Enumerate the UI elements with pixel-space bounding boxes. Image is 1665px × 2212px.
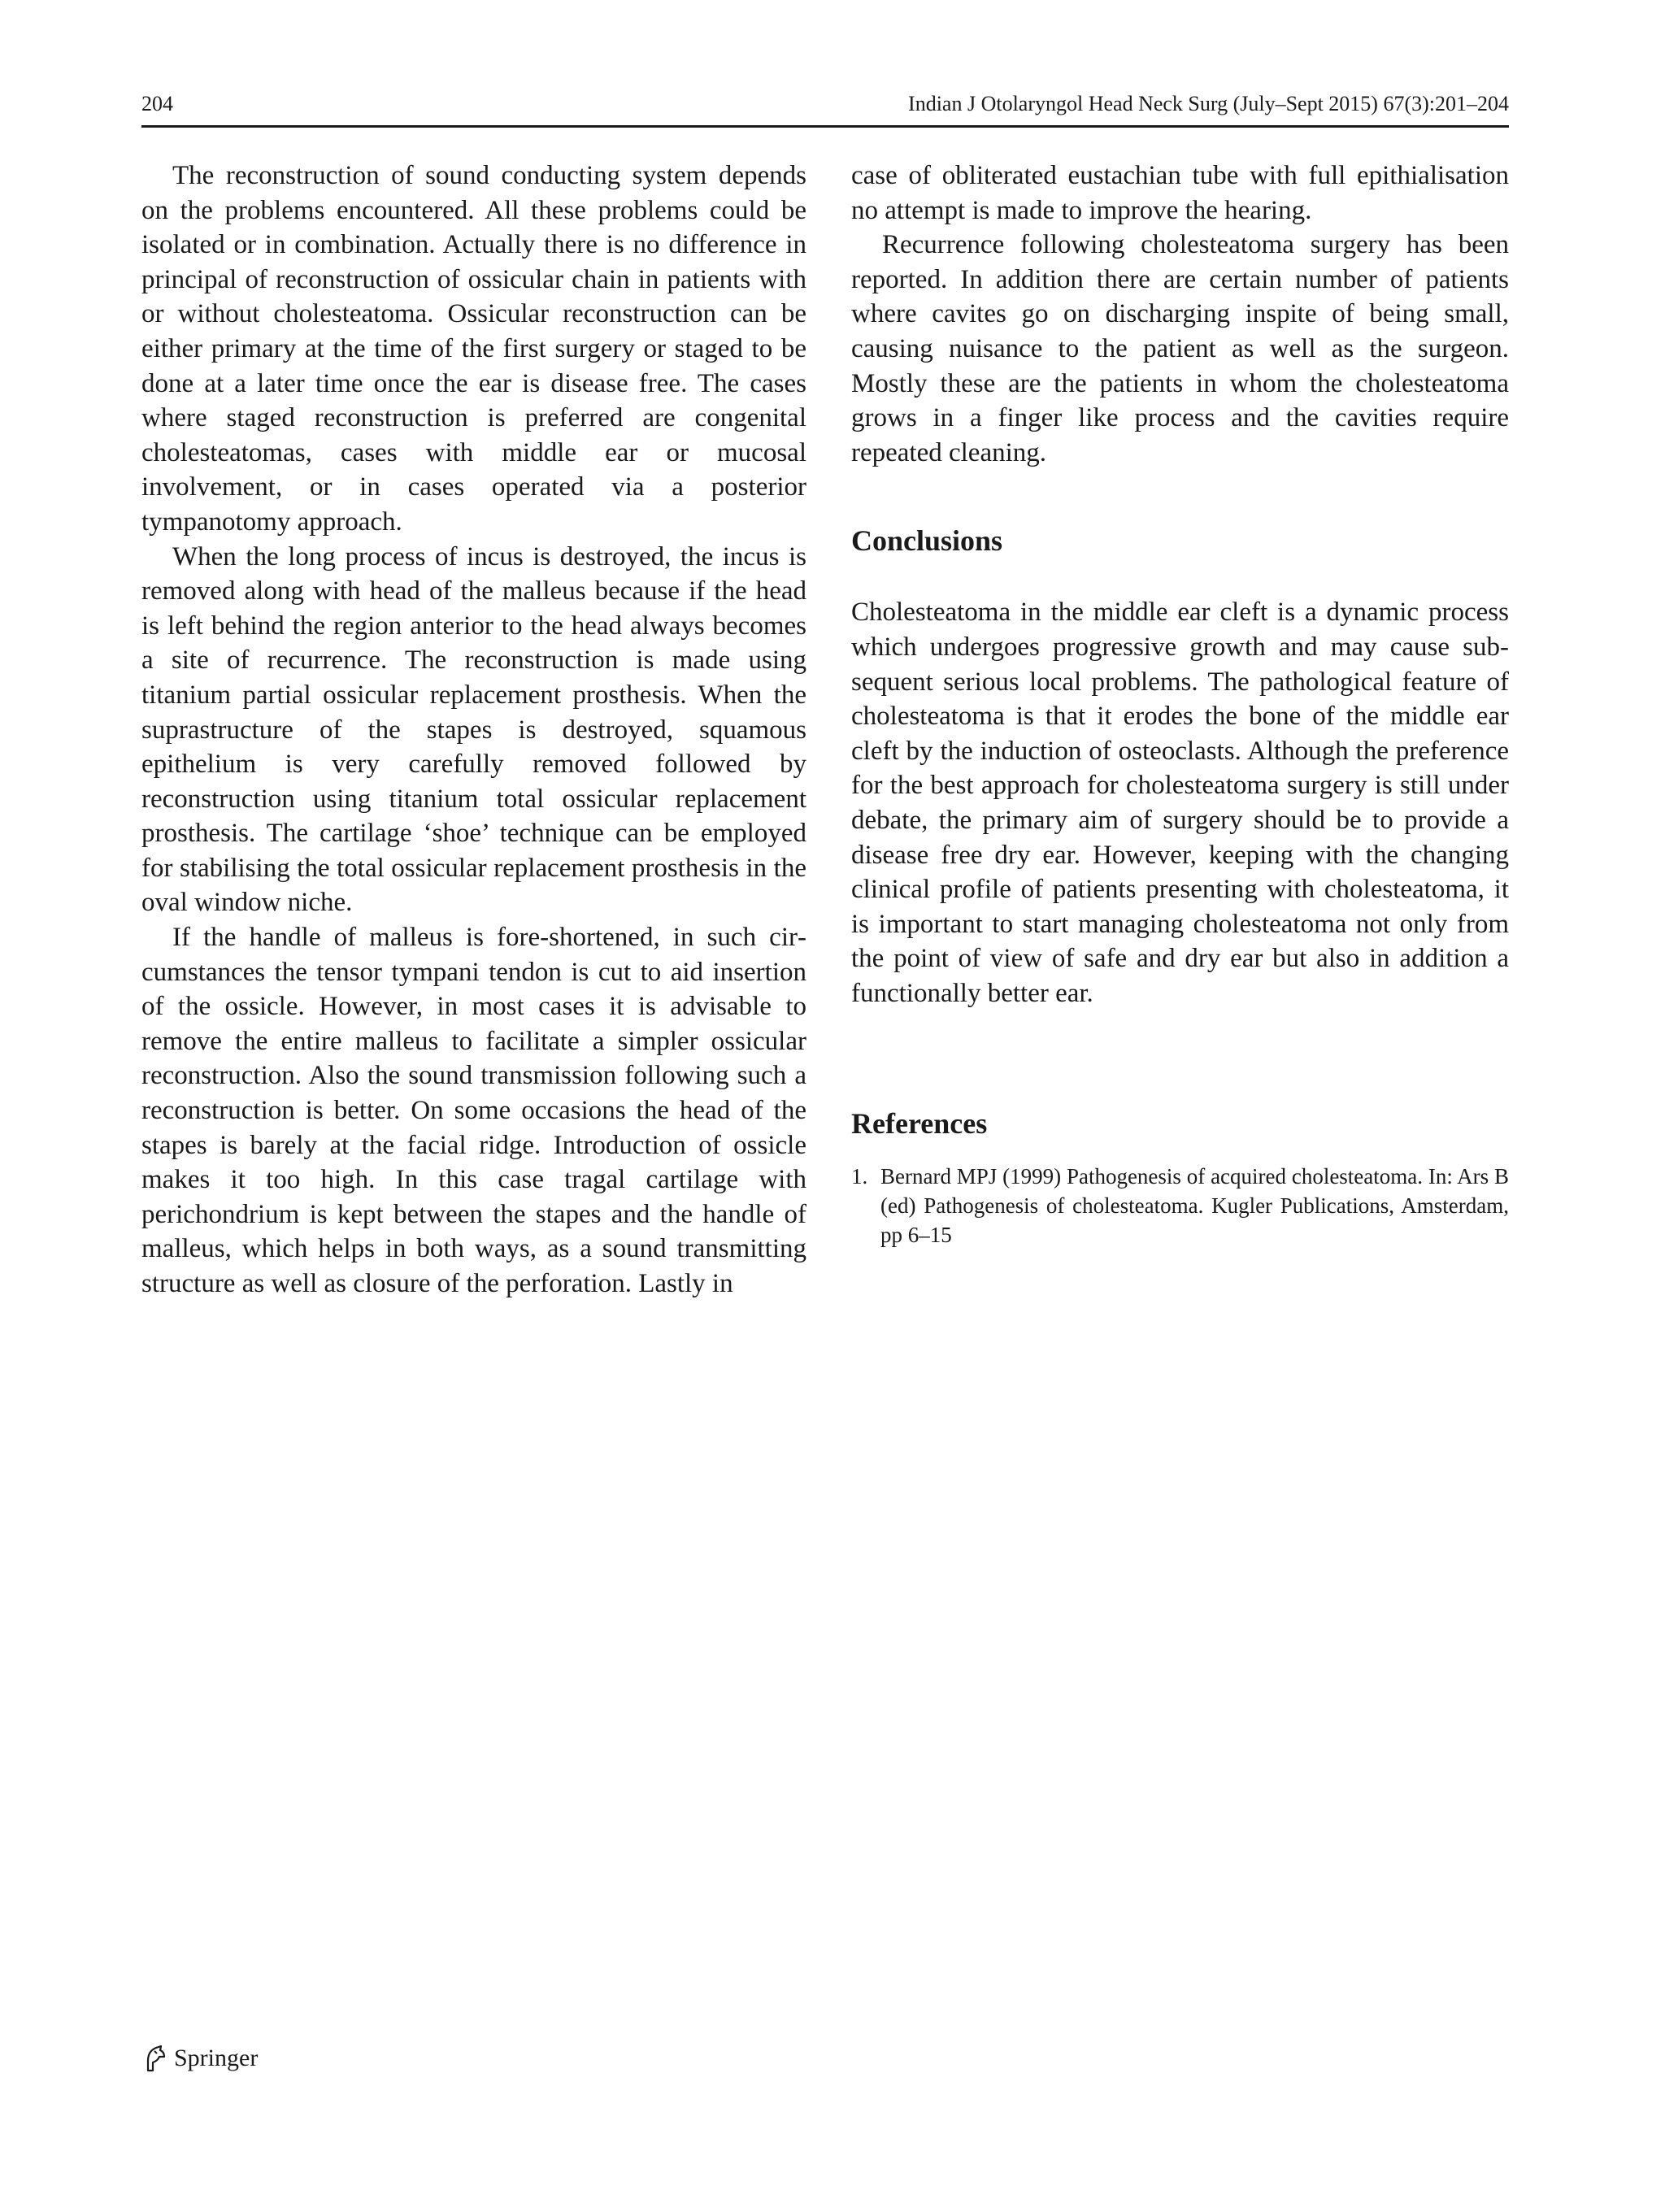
publisher-footer [143, 2040, 258, 2076]
reference-list [851, 1162, 1509, 1249]
conclusions-heading: Conclusions [851, 524, 1003, 558]
reference-item [851, 1162, 1509, 1249]
springer-horse-icon [143, 2045, 167, 2072]
right-column [851, 159, 1509, 1249]
continued-paragraph: case of obliterated eustachian tube with full epithialisation no attempt is made to improve the hearing. [851, 161, 1509, 225]
running-header [141, 88, 1509, 128]
body-paragraph: When the long process of incus is destroyed, the incus is removed along with head of the malleus because if the head is left behind the region anterior to the head always becomes a site of recurrence. The reconstruction is made using titanium partial ossicular replacement prosthesis. When the suprastructure of the stapes is destroyed, squamous epithelium is very carefully removed followed by reconstruction using titanium total ossicular replacement prosthesis. The cartilage ‘shoe’ technique can be employed for stabilising the total ossicular replacement prosthesis in the oval window niche. [141, 541, 806, 918]
body-paragraph: Recurrence following cholesteatoma surgery has been reported. In addition there are certain number of patients where cavites go on discharging inspite of being small, causing nuisance to the patient as well as the surgeon. Mostly these are the patients in whom the cholesteatoma grows in a finger like process and the cavities require repeated cleaning. [851, 230, 1509, 467]
body-paragraph: If the handle of malleus is fore-shortened, in such circumstances the tensor tympani tendon is cut to aid insertion of the ossicle. However, in most cases it is advisable to remove the entire malleus to facilitate a simpler ossicular reconstruction. Also the sound transmission following such a reconstruction is better. On some occasions the head of the stapes is barely at the facial ridge. Introduction of ossicle makes it too high. In this case tragal cartilage with perichondrium is kept between the stapes and the handle of malleus, which helps in both ways, as a sound transmitting structure as well as closure of the perforation. Lastly in [141, 923, 806, 1298]
publisher-name: Springer [174, 2045, 259, 2071]
references-heading: References [851, 1107, 988, 1141]
body-paragraph: The reconstruction of sound conducting system depends on the problems encountered. All these problems could be isolated or in combination. Actually there is no difference in principal of reconstruction of ossicular chain in patients with or without cholesteatoma. Ossicular reconstruction can be either primary at the time of the first surgery or staged to be done at a later time once the ear is disease free. The cases where staged reconstruction is preferred are congenital cholesteatomas, cases with middle ear or mucosal involvement, or in cases operated via a posterior tympanotomy approach. [141, 161, 806, 537]
reference-text: Bernard MPJ (1999) Pathogenesis of acquired cholesteatoma. In: Ars B (ed) Pathogenesis of cholesteatoma. Kugler Publications, Amsterdam, pp 6–15 [880, 1164, 1509, 1248]
journal-citation: Indian J Otolaryngol Head Neck Surg (July–Sept 2015) 67(3):201–204 [908, 92, 1509, 115]
left-column [141, 159, 806, 1302]
reference-number: 1. [851, 1164, 868, 1189]
conclusions-paragraph: Cholesteatoma in the middle ear cleft is a dynamic process which undergoes progressive growth and may cause subsequent serious local problems. The pathological feature of cholesteatoma is that it erodes the bone of the middle ear cleft by the induction of osteoclasts. Although the preference for the best approach for cholesteatoma surgery is still under debate, the primary aim of surgery should be to provide a disease free dry ear. However, keeping with the changing clinical profile of patients presenting with cholesteatoma, it is important to start managing cholesteatoma not only from the point of view of safe and dry ear but also in addition a functionally better ear. [851, 598, 1509, 1008]
page-number: 204 [141, 92, 173, 115]
